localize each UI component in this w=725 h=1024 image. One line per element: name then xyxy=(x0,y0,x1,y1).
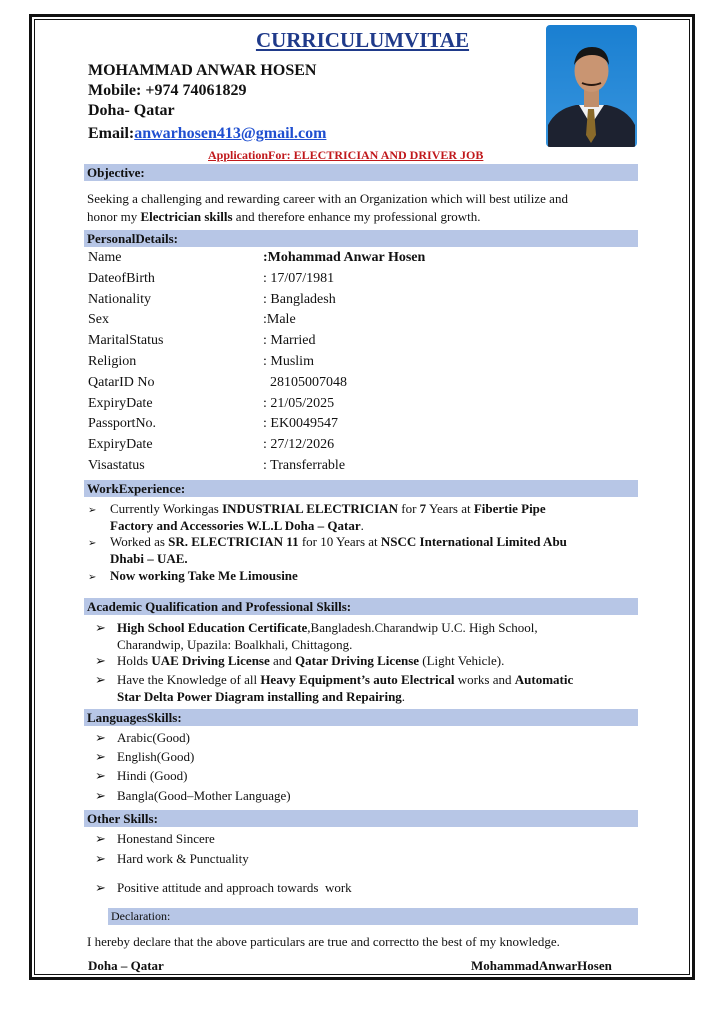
field-label: DateofBirth xyxy=(88,270,155,286)
candidate-mobile: Mobile: +974 74061829 xyxy=(88,82,247,99)
field-value: : Married xyxy=(263,333,316,349)
arrow-bullet-icon: ➢ xyxy=(95,653,106,668)
field-label: MaritalStatus xyxy=(88,333,164,349)
objective-heading: Objective: xyxy=(84,164,638,181)
arrow-bullet-icon: ➢ xyxy=(95,672,106,687)
objective-line: honor my Electrician skills and therefore enhance my professional growth. xyxy=(87,209,481,224)
list-item-text: Bangla(Good–Mother Language) xyxy=(117,788,291,803)
footer-place: Doha – Qatar xyxy=(88,958,164,973)
email-label: Email: xyxy=(88,125,135,142)
field-label: Nationality xyxy=(88,291,151,307)
arrow-bullet-icon: ➢ xyxy=(95,768,106,783)
field-value: : EK0049547 xyxy=(263,416,339,432)
arrow-bullet-icon: ➢ xyxy=(95,620,106,635)
candidate-location: Doha- Qatar xyxy=(88,102,175,119)
declaration-text: I hereby declare that the above particulars are true and correctto the best of my knowledge. xyxy=(87,934,560,949)
field-value: : 27/12/2026 xyxy=(263,437,335,453)
list-item-text: Honestand Sincere xyxy=(117,831,215,846)
arrow-bullet-icon: ➢ xyxy=(95,749,106,764)
field-value: : Bangladesh xyxy=(263,291,336,307)
academic-heading: Academic Qualification and Professional Skills: xyxy=(84,598,638,615)
list-item-text: Hard work & Punctuality xyxy=(117,851,249,866)
list-item-text: Positive attitude and approach towards work xyxy=(117,880,352,895)
cv-title: CURRICULUMVITAE xyxy=(255,28,470,52)
list-item-text: Arabic(Good) xyxy=(117,730,190,745)
arrow-bullet-icon: ➢ xyxy=(95,851,106,866)
field-label: ExpiryDate xyxy=(88,437,153,453)
personal-details-heading: PersonalDetails: xyxy=(84,230,638,247)
arrow-bullet-icon: ➢ xyxy=(88,572,97,583)
list-item-text: Hindi (Good) xyxy=(117,768,188,783)
field-label: QatarID No xyxy=(88,374,155,390)
arrow-bullet-icon: ➢ xyxy=(88,505,97,516)
profile-photo xyxy=(546,25,637,147)
footer-signature: MohammadAnwarHosen xyxy=(471,958,612,973)
person-photo-icon xyxy=(546,25,637,147)
list-item-text: English(Good) xyxy=(117,749,195,764)
field-label: Visastatus xyxy=(88,458,145,473)
field-value: : Muslim xyxy=(263,354,314,369)
field-label: Sex xyxy=(88,312,109,328)
field-label: ExpiryDate xyxy=(88,395,153,411)
field-value: :Male xyxy=(263,312,296,328)
email-link[interactable]: anwarhosen413@gmail.com xyxy=(134,125,327,142)
field-value: :Mohammad Anwar Hosen xyxy=(263,250,426,265)
field-value: : Transferrable xyxy=(263,458,346,473)
application-for: ApplicationFor: ELECTRICIAN AND DRIVER JOB xyxy=(208,148,484,162)
candidate-name: MOHAMMAD ANWAR HOSEN xyxy=(88,62,317,79)
other-skills-heading: Other Skills: xyxy=(84,810,638,827)
arrow-bullet-icon: ➢ xyxy=(95,788,106,803)
field-label: PassportNo. xyxy=(88,416,157,432)
arrow-bullet-icon: ➢ xyxy=(95,730,106,745)
field-value: : 17/07/1981 xyxy=(263,270,335,286)
arrow-bullet-icon: ➢ xyxy=(88,538,97,549)
arrow-bullet-icon: ➢ xyxy=(95,880,106,895)
candidate-email-row xyxy=(88,125,326,143)
field-label: Religion xyxy=(88,354,137,369)
work-experience-heading: WorkExperience: xyxy=(84,480,638,497)
objective-line: Seeking a challenging and rewarding career with an Organization which will best utilize and xyxy=(87,191,568,206)
objective-text xyxy=(87,190,632,226)
arrow-bullet-icon: ➢ xyxy=(95,831,106,846)
languages-heading: LanguagesSkills: xyxy=(84,709,638,726)
field-value: 28105007048 xyxy=(263,374,347,390)
field-value: : 21/05/2025 xyxy=(263,395,335,411)
declaration-heading: Declaration: xyxy=(108,908,638,925)
field-label: Name xyxy=(88,250,122,265)
